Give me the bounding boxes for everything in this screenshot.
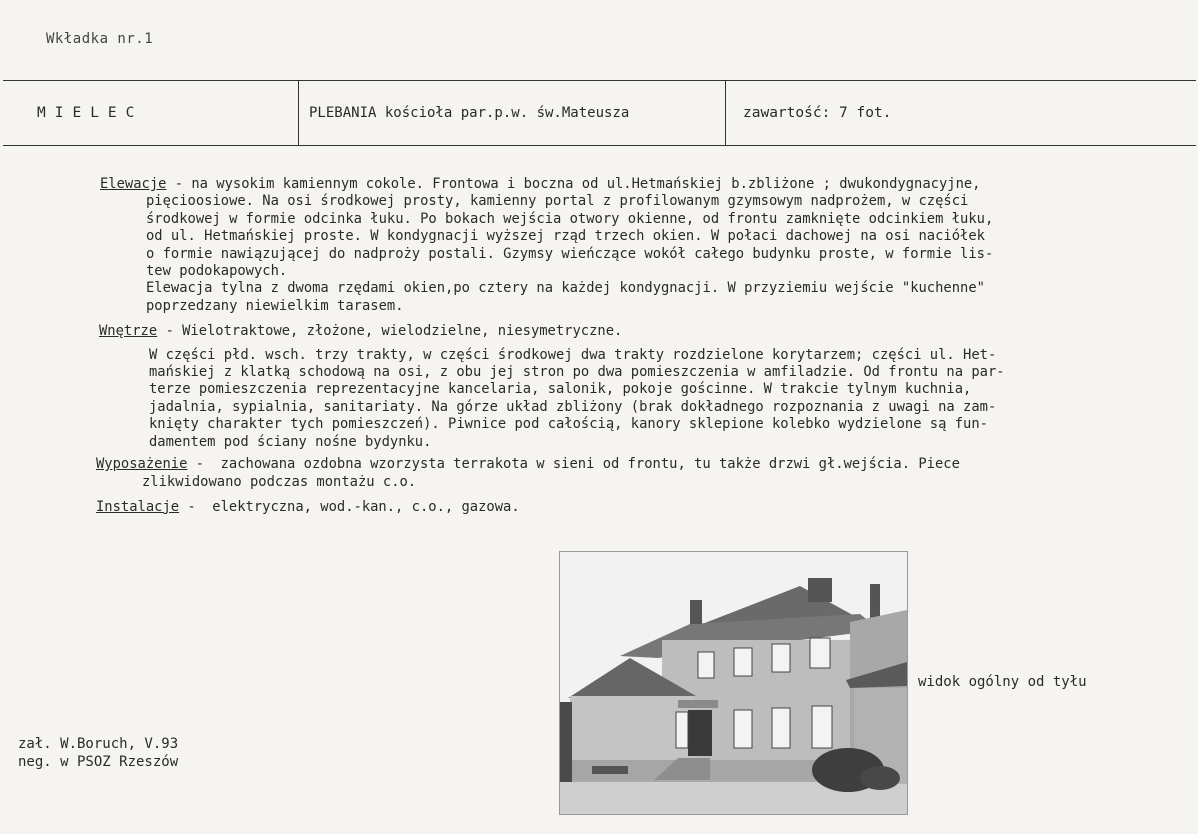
section-title: Elewacje <box>100 176 167 192</box>
section-wyposazenie <box>96 456 1176 491</box>
text-line: pięcioosiowe. Na osi środkowej prosty, kamienny portal z profilowanym gzymsowym nadprożem, w części <box>146 193 969 210</box>
section-wnetrze <box>96 323 1176 451</box>
text-line: o formie nawiązującej do nadproży postali. Gzymsy wieńczące wokół całego budynku proste, w formie lis- <box>146 245 994 262</box>
text-line: od ul. Hetmańskiej proste. W kondygnacji wyższej rząd trzech okien. W połaci dachowej na osi naciółek <box>146 228 985 245</box>
header-divider <box>298 81 299 145</box>
text-line: jadalnia, sypialnia, sanitariaty. Na górze układ zbliżony (brak dokładnego rozpoznania z uwagi na zam- <box>149 398 997 415</box>
photo-count: zawartość: 7 fot. <box>743 105 892 121</box>
insert-label: Wkładka nr.1 <box>46 31 154 47</box>
text-line: knięty charakter tych pomieszczeń). Piwnice pod całością, kanory sklepione kolebko wydzielone są fun- <box>149 416 988 433</box>
section-title: Wyposażenie <box>96 456 188 473</box>
text-line: zlikwidowano podczas montażu c.o. <box>142 473 417 490</box>
credit-note <box>18 735 178 771</box>
text-line: damentem pod ściany nośne bydynku. <box>149 433 432 450</box>
section-instalacje <box>96 499 1176 516</box>
section-title: Wnętrze <box>99 323 158 340</box>
header-table <box>3 80 1196 146</box>
text-line: - zachowana ozdobna wzorzysta terrakota w sieni od frontu, tu także drzwi gł.wejścia. Piece <box>187 456 960 473</box>
text-line: - elektryczna, wod.-kan., c.o., gazowa. <box>179 498 520 515</box>
text-line: Elewacja tylna z dwoma rzędami okien,po cztery na każdej kondygnacji. W przyziemiu wejście "kuchenne" <box>146 280 985 297</box>
city-name: MIELEC <box>37 105 144 121</box>
section-title: Instalacje <box>96 498 180 515</box>
credit-line-negative: neg. w PSOZ Rzeszów <box>18 754 179 770</box>
description-body <box>96 176 1176 516</box>
text-line: - Wielotraktowe, złożone, wielodzielne, niesymetryczne. <box>157 323 623 340</box>
text-line: środkowej w formie odcinka łuku. Po bokach wejścia otwory okienne, od frontu zamknięte odcinkiem łuku, <box>146 210 994 227</box>
photo-caption: widok ogólny od tyłu <box>918 674 1087 690</box>
building-photo <box>559 551 908 815</box>
section-elewacje <box>96 176 1176 315</box>
text-line: - na wysokim kamiennym cokole. Frontowa i boczna od ul.Hetmańskiej b.zbliżone ; dwukondygnacyjne, <box>166 176 981 192</box>
building-photo-drawing <box>560 552 907 814</box>
text-line: poprzedzany niewielkim tarasem. <box>146 297 404 314</box>
credit-line-author: zał. W.Boruch, V.93 <box>18 736 179 752</box>
text-line: tew podokapowych. <box>146 263 288 280</box>
header-divider <box>725 81 726 145</box>
text-line: mańskiej z klatką schodową na osi, z obu jej stron po dwa pomieszczenia w amfiladzie. Od frontu na par- <box>149 364 1005 381</box>
object-name: PLEBANIA kościoła par.p.w. św.Mateusza <box>309 105 630 121</box>
text-line: W części płd. wsch. trzy trakty, w części środkowej dwa trakty rozdzielone korytarzem; części ul. Het- <box>149 346 997 363</box>
text-line: terze pomieszczenia reprezentacyjne kancelaria, salonik, pokoje gościnne. W trakcie tylnym kuchnia, <box>149 381 972 398</box>
